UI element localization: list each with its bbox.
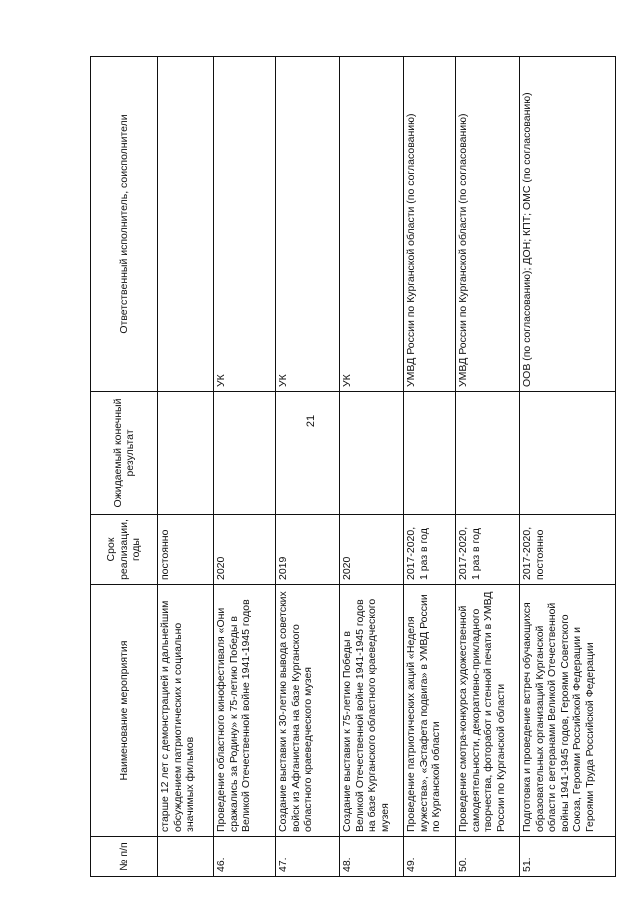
table-row bbox=[276, 57, 340, 877]
table-row bbox=[340, 57, 404, 877]
row-name: Создание выставки к 75-летию Победы в Великой Отечественной войне 1941-1945 годов на базе Курганского областного краеведческого музея bbox=[340, 585, 404, 837]
row-num: 49. bbox=[404, 837, 456, 877]
row-result bbox=[214, 392, 276, 515]
row-num: 47. bbox=[276, 837, 340, 877]
header-executor: Ответственный исполнитель, соисполнители bbox=[91, 57, 158, 392]
row-term: 2020 bbox=[340, 515, 404, 585]
table-header-row bbox=[91, 57, 158, 877]
table-row bbox=[520, 57, 616, 877]
row-term: постоянно bbox=[158, 515, 214, 585]
row-result bbox=[276, 392, 340, 515]
table-row bbox=[158, 57, 214, 877]
header-name: Наименование мероприятия bbox=[91, 585, 158, 837]
row-result bbox=[520, 392, 616, 515]
row-executor: УМВД России по Курганской области (по согласованию) bbox=[404, 57, 456, 392]
row-name: Проведение областного кинофестиваля «Они сражались за Родину» к 75-летию Победы в Великой Отечественной войне 1941-1945 годов bbox=[214, 585, 276, 837]
row-num bbox=[158, 837, 214, 877]
page-number: 21 bbox=[305, 414, 317, 428]
row-name: Проведение патриотических акций «Неделя мужества», «Эстафета подвига» в УМВД России по Курганской области bbox=[404, 585, 456, 837]
row-num: 48. bbox=[340, 837, 404, 877]
row-result bbox=[404, 392, 456, 515]
row-name: Проведение смотра-конкурса художественной самодеятельности, декоративно-прикладного творчества, фоторабот и стенной печати в УМВД России по Курганской области bbox=[456, 585, 520, 837]
row-name: Подготовка и проведение встреч обучающихся образовательных организаций Курганской области с ветеранами Великой Отечественной войны 1941-1945 годов, Героями Советского Союза, Героями Российской Федерации и Героями Труда Российской Федерации bbox=[520, 585, 616, 837]
row-name: старше 12 лет с демонстрацией и дальнейшим обсуждением патриотических и социально значимых фильмов bbox=[158, 585, 214, 837]
row-result bbox=[340, 392, 404, 515]
table-row bbox=[404, 57, 456, 877]
row-term: 2019 bbox=[276, 515, 340, 585]
row-num: 50. bbox=[456, 837, 520, 877]
rotated-page-content bbox=[90, 57, 596, 877]
table-row bbox=[456, 57, 520, 877]
row-term: 2017-2020, постоянно bbox=[520, 515, 616, 585]
row-executor bbox=[158, 57, 214, 392]
row-result bbox=[456, 392, 520, 515]
header-result: Ожидаемый конечный результат bbox=[91, 392, 158, 515]
row-executor: УК bbox=[276, 57, 340, 392]
row-term: 2020 bbox=[214, 515, 276, 585]
header-num: № п/п bbox=[91, 837, 158, 877]
row-result bbox=[158, 392, 214, 515]
row-executor: ООВ (по согласованию); ДОН; КПТ; ОМС (по согласованию) bbox=[520, 57, 616, 392]
row-executor: УМВД России по Курганской области (по согласованию) bbox=[456, 57, 520, 392]
row-executor: УК bbox=[340, 57, 404, 392]
header-term: Срок реализации, годы bbox=[91, 515, 158, 585]
row-name: Создание выставки к 30-летию вывода советских войск из Афганистана на базе Курганского областного краеведческого музея bbox=[276, 585, 340, 837]
row-term: 2017-2020, 1 раз в год bbox=[404, 515, 456, 585]
row-term: 2017-2020, 1 раз в год bbox=[456, 515, 520, 585]
table-row bbox=[214, 57, 276, 877]
row-num: 51. bbox=[520, 837, 616, 877]
row-executor: УК bbox=[214, 57, 276, 392]
events-table bbox=[90, 56, 616, 877]
row-num: 46. bbox=[214, 837, 276, 877]
